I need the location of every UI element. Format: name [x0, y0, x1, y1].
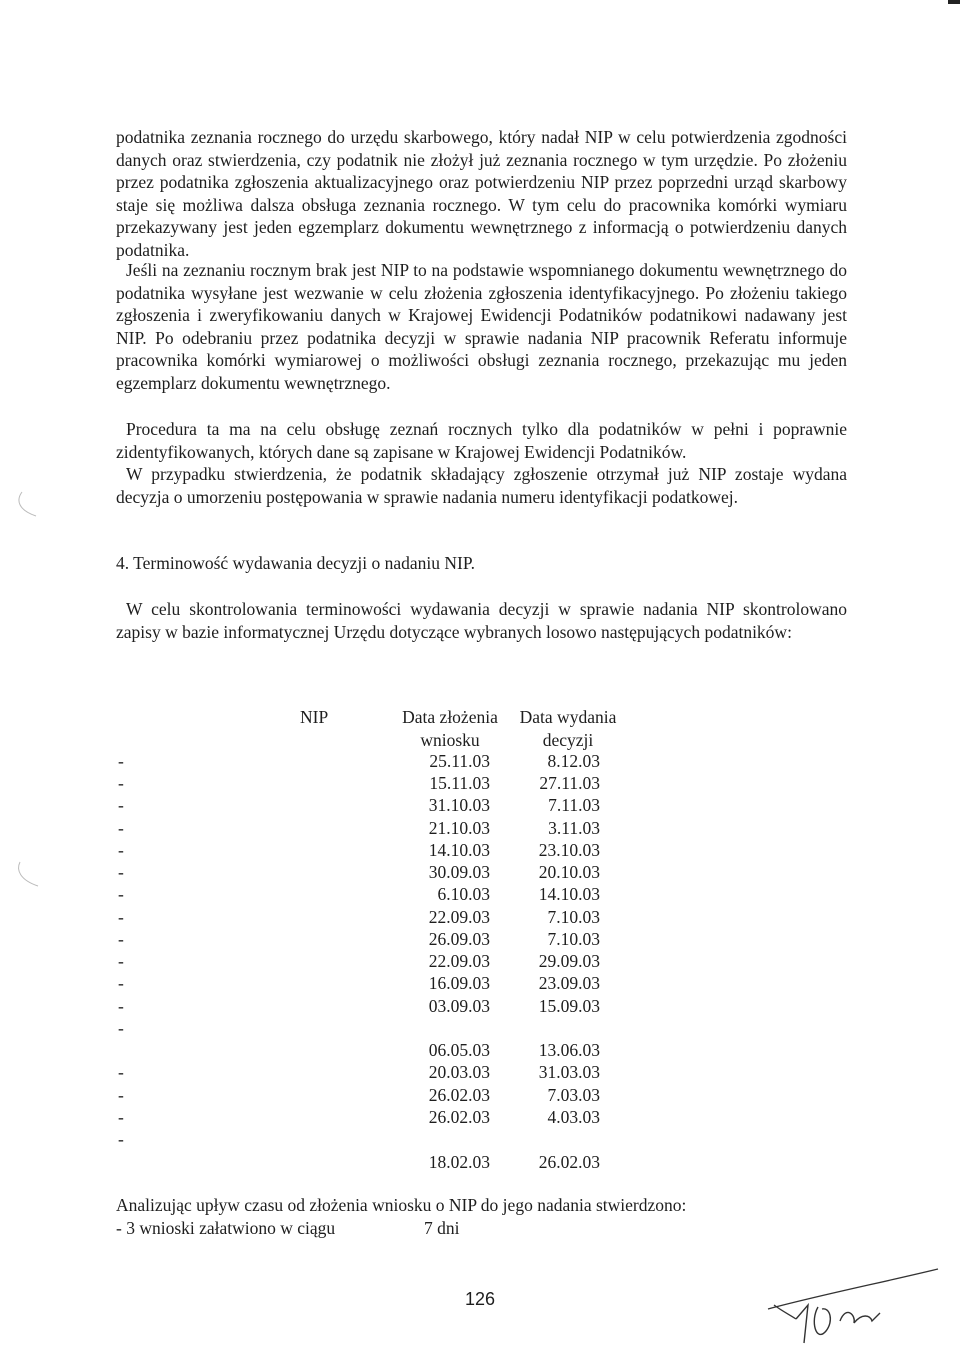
scan-edge-mark — [948, 0, 960, 4]
summary-item-text: - 3 wnioski załatwiono w ciągu — [116, 1217, 336, 1238]
paragraph-continuation: podatnika zeznania rocznego do urzędu skarbowego, który nadał NIP w celu potwierdzenia zgodności danych oraz stwierdzenia, czy podatnik nie złożył już zeznania rocznego w tym urzędzie. Po złożeniu przez podatnika zgłoszenia aktualizacyjnego oraz potwierdzeniu NIP przez poprzedni urząd skarbowy staje się możliwa dalsza obsługa zeznania rocznego. W tym celu do pracownika komórki wymiaru przekazywany jest jeden egzemplarz dokumentu wewnętrznego z informacją o potwierdzeniu danych podatnika. — [116, 127, 847, 260]
table-row: - 6.10.03 14.10.03 — [118, 884, 600, 904]
table-row: 18.02.03 26.02.03 — [428, 1152, 600, 1172]
table-row: - 31.10.03 7.11.03 — [118, 795, 600, 815]
paragraph-missing-nip: Jeśli na zeznaniu rocznym brak jest NIP to na podstawie wspomnianego dokumentu wewnętrznego do podatnika wysyłane jest wezwanie w celu złożenia zgłoszenia identyfikacyjnego. Po złożeniu takiego zgłoszenia i zweryfikowaniu danych w Krajowej Ewidencji Podatników podatnikowi nadawany jest NIP. Po odebraniu przez podatnika decyzji w sprawie nadania NIP pracownik Referatu informuje pracownika komórki wymiarowej o możliwości obsługi zeznania rocznego, przekazując mu jeden egzemplarz dokumentu wewnętrznego. — [116, 260, 847, 393]
table-row: - 26.09.03 7.10.03 — [118, 929, 600, 949]
table-row: 06.05.03 13.06.03 — [428, 1040, 600, 1060]
scan-margin-mark — [6, 490, 46, 520]
summary-item-days: 7 dni — [424, 1217, 460, 1238]
paragraph-procedure-purpose: Procedura ta ma na celu obsługę zeznań rocznych tylko dla podatników w pełni i poprawnie zidentyfikowanych, których dane są zapisane w Krajowej Ewidencji Podatników. — [116, 419, 847, 462]
table-row: - 26.02.03 7.03.03 — [118, 1085, 600, 1105]
table-row: - 14.10.03 23.10.03 — [118, 840, 600, 860]
table-row: - 15.11.03 27.11.03 — [118, 773, 600, 793]
table-row: - — [118, 1018, 124, 1038]
table-row: - 25.11.03 8.12.03 — [118, 751, 600, 771]
paragraph-control-scope: W celu skontrolowania terminowości wydawania decyzji w sprawie nadania NIP skontrolowano zapisy w bazie informatycznej Urzędu dotyczące wybranych losowo następujących podatników: — [116, 599, 847, 642]
column-header-nip: NIP — [300, 707, 329, 727]
column-header-filing-date: Data złożenia wniosku — [402, 707, 498, 750]
column-header-decision-date: Data wydania decyzji — [519, 707, 617, 750]
page-number: 126 — [464, 1289, 496, 1309]
table-row: - 20.03.03 31.03.03 — [118, 1062, 600, 1082]
table-row: - 30.09.03 20.10.03 — [118, 862, 600, 882]
scan-margin-mark — [6, 860, 46, 890]
summary-intro: Analizując upływ czasu od złożenia wniosku o NIP do jego nadania stwierdzono: — [116, 1195, 687, 1215]
summary-item — [116, 1217, 686, 1240]
table-row: - — [118, 1129, 124, 1149]
table-row: - 22.09.03 29.09.03 — [118, 951, 600, 971]
table-row: - 16.09.03 23.09.03 — [118, 973, 600, 993]
summary-block — [116, 1194, 686, 1239]
section-heading: 4. Terminowość wydawania decyzji o nadaniu NIP. — [116, 553, 476, 573]
table-row: - 22.09.03 7.10.03 — [118, 907, 600, 927]
table-row: - 26.02.03 4.03.03 — [118, 1107, 600, 1127]
handwritten-signature — [760, 1265, 950, 1350]
table-row: - 03.09.03 15.09.03 — [118, 996, 600, 1016]
table-row: - 21.10.03 3.11.03 — [118, 818, 600, 838]
paragraph-existing-nip: W przypadku stwierdzenia, że podatnik składający zgłoszenie otrzymał już NIP zostaje wydana decyzja o umorzeniu postępowania w sprawie nadania numeru identyfikacji podatkowej. — [116, 464, 847, 507]
